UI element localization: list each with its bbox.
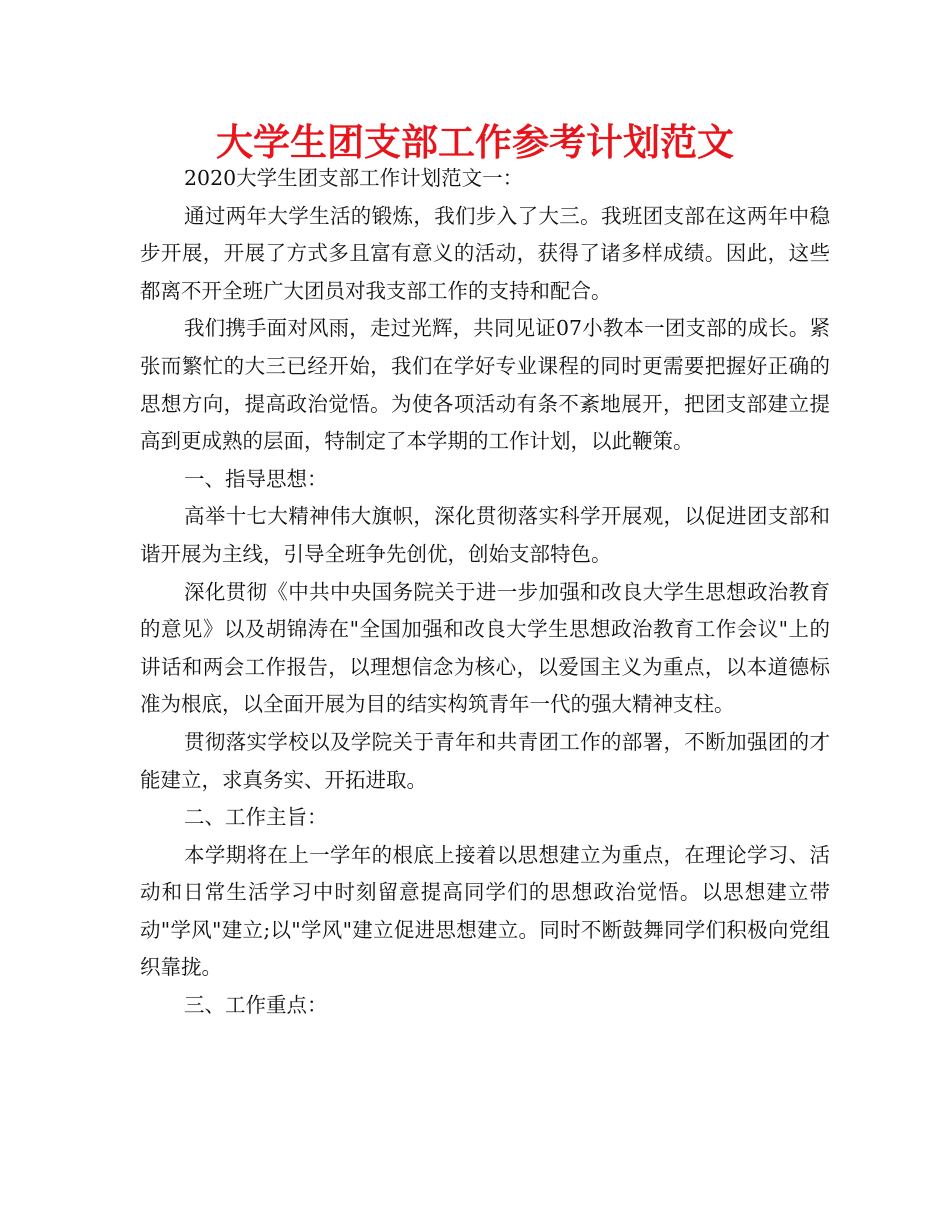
document-title: 大学生团支部工作参考计划范文 (216, 121, 734, 164)
section-heading-guiding-thought: 一、指导思想： (184, 466, 328, 491)
paragraph-1: 通过两年大学生活的锻炼，我们步入了大三。我班团支部在这两年中稳步开展，开展了方式多且富有意义的活动，获得了诸多样成绩。因此，这些都离不开全班广大团员对我支部工作的支持和配合。 (140, 203, 830, 303)
paragraph-4: 深化贯彻《中共中央国务院关于进一步加强和改良大学生思想政治教育的意见》以及胡锦涛在"全国加强和改良大学生思想政治教育工作会议"上的讲话和两会工作报告，以理想信念为核心，以爱国主义为重点，以本道德标准为根底，以全面开展为目的结实构筑青年一代的强大精神支柱。 (140, 579, 830, 717)
section-heading-work-focus: 三、工作重点： (184, 993, 328, 1018)
section-heading-work-purpose: 二、工作主旨： (184, 805, 328, 830)
paragraph-2: 我们携手面对风雨，走过光辉，共同见证07小教本一团支部的成长。紧张而繁忙的大三已经开始，我们在学好专业课程的同时更需要把握好正确的思想方向，提高政治觉悟。为使各项活动有条不紊地展开，把团支部建立提高到更成熟的层面，特制定了本学期的工作计划，以此鞭策。 (140, 316, 830, 454)
paragraph-6: 本学期将在上一学年的根底上接着以思想建立为重点，在理论学习、活动和日常生活学习中时刻留意提高同学们的思想政治觉悟。以思想建立带动"学风"建立;以"学风"建立促进思想建立。同时不断鼓舞同学们积极向党组织靠拢。 (140, 842, 830, 980)
paragraph-intro: 2020大学生团支部工作计划范文一： (184, 166, 524, 190)
paragraph-3: 高举十七大精神伟大旗帜，深化贯彻落实科学开展观，以促进团支部和谐开展为主线，引导全班争先创优，创始支部特色。 (140, 504, 830, 566)
document-body (140, 160, 830, 1025)
paragraph-5: 贯彻落实学校以及学院关于青年和共青团工作的部署，不断加强团的才能建立，求真务实、开拓进取。 (140, 729, 830, 792)
